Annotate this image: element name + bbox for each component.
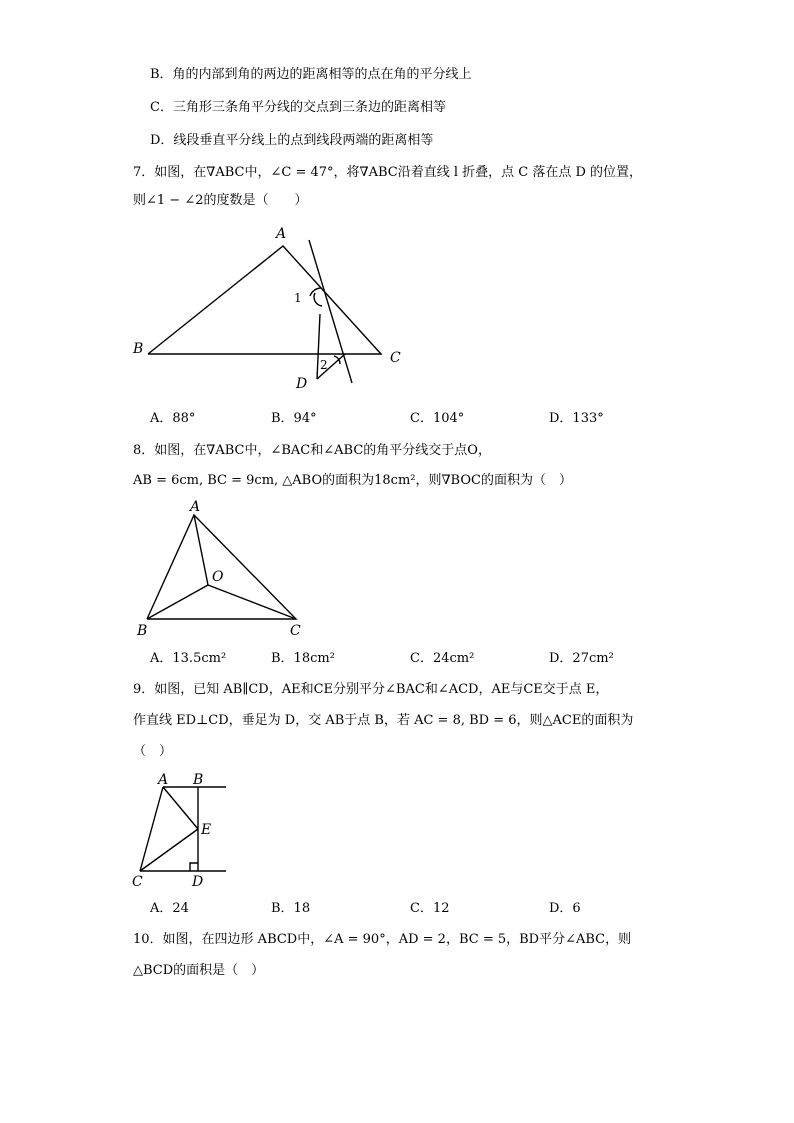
q7-label-c: C [390,350,401,366]
q8-stem-line2: AB = 6cm, BC = 9cm, △ABO的面积为18cm²，则∇BOC的面积为（ ） [133,473,572,488]
q9-segment-ae [163,787,198,829]
q8-label-c: C [290,623,301,639]
q6-option-c: C．三角形三条角平分线的交点到三条边的距离相等 [150,100,446,115]
q8-option-c: C．24cm² [410,651,475,666]
q8-option-a: A．13.5cm² [150,651,227,666]
q9-right-angle-mark [190,863,198,871]
q7-triangle-abc [148,246,381,354]
q7-stem-line1: 7．如图，在∇ABC中，∠C = 47°，将∇ABC沿着直线 l 折叠，点 C 落在点 D 的位置， [133,165,643,180]
q8-label-a: A [190,499,201,515]
q8-stem-line1: 8．如图，在∇ABC中，∠BAC和∠ABC的角平分线交于点O， [133,443,491,458]
q7-option-d: D．133° [549,411,604,426]
q7-stem-line2: 则∠1 − ∠2的度数是（ ） [133,193,308,208]
q7-fold-line-l [309,240,352,383]
q9-label-d: D [192,874,204,890]
q8-option-d: D．27cm² [549,651,614,666]
q7-label-angle1: 1 [294,291,302,305]
q6-option-b: B．角的内部到角的两边的距离相等的点在角的平分线上 [150,67,472,82]
q9-option-a: A．24 [150,901,189,916]
q9-segment-ac [140,787,163,871]
q7-angle1-arc-inner [314,293,322,306]
q7-label-angle2: 2 [320,358,328,372]
q9-option-b: B．18 [271,901,311,916]
q8-segment-ao [194,515,208,585]
q9-label-c: C [132,874,143,890]
q7-option-b: B．94° [271,411,317,426]
q9-label-a: A [158,772,169,788]
q6-option-d: D．线段垂直平分线上的点到线段两端的距离相等 [150,133,434,148]
q8-triangle-abc [147,515,296,619]
q7-angle1-arc [310,288,321,296]
q10-stem-line2: △BCD的面积是（ ） [133,963,265,978]
q9-option-d: D．6 [549,901,581,916]
q9-stem-line1: 9．如图，已知 AB∥CD，AE和CE分别平分∠BAC和∠ACD，AE与CE交于点 E， [133,682,609,697]
q9-stem-line3: （ ） [133,744,173,759]
q7-label-d: D [296,376,308,392]
q9-option-c: C．12 [410,901,450,916]
q8-option-b: B．18cm² [271,651,335,666]
q9-label-b: B [193,772,204,788]
q9-stem-line2: 作直线 ED⊥CD，垂足为 D，交 AB于点 B，若 AC = 8, BD = 6，则△ACE的面积为 [133,713,634,728]
q9-label-e: E [201,822,212,838]
q7-option-a: A．88° [150,411,196,426]
q10-stem-line1: 10．如图，在四边形 ABCD中，∠A = 90°，AD = 2，BC = 5，BD平分∠ABC，则 [133,932,632,947]
q8-label-o: O [212,569,224,585]
q7-option-c: C．104° [410,411,465,426]
q7-label-b: B [133,341,144,357]
q8-segment-co [208,585,296,619]
q8-segment-bo [147,585,208,619]
q8-label-b: B [137,623,148,639]
q7-label-a: A [276,226,287,242]
